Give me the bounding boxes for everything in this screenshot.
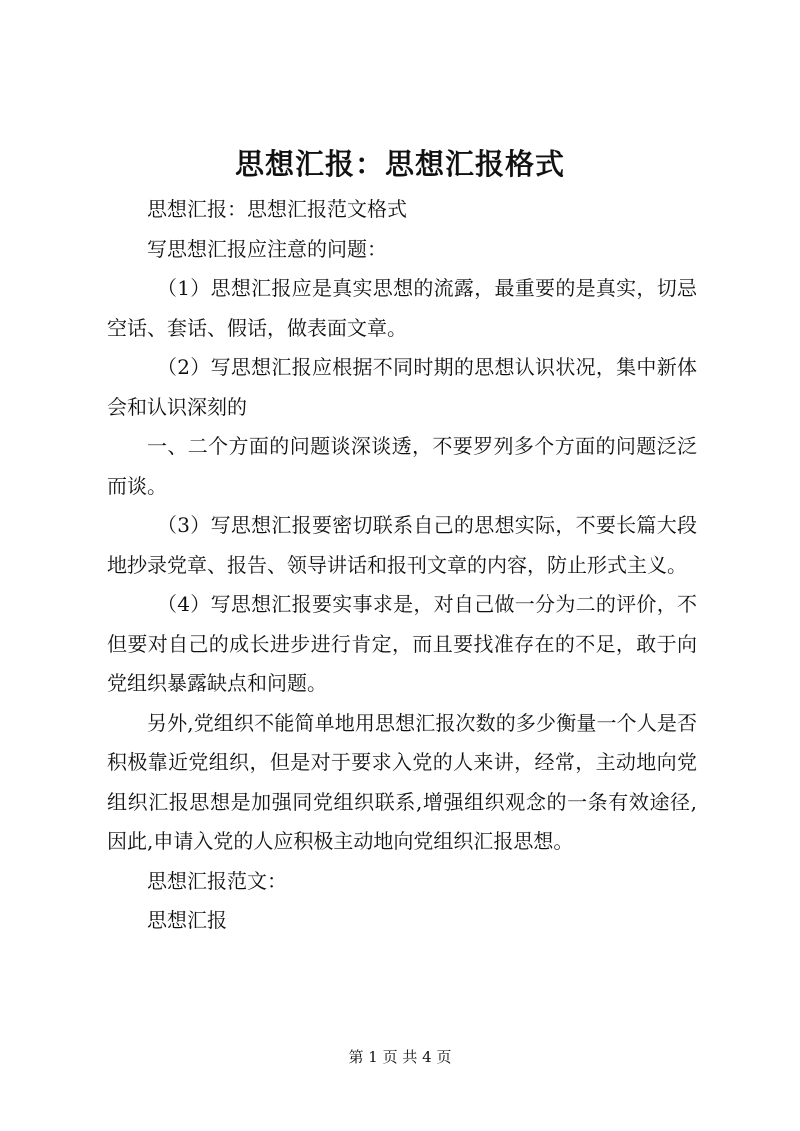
paragraph-heading: 写思想汇报应注意的问题： [147, 236, 387, 261]
paragraph-sample-title: 思想汇报 [147, 908, 227, 932]
paragraph-item-1: （1）思想汇报应是真实思想的流露，最重要的是真实，切忌空话、套话、假话，做表面文章。 [107, 276, 697, 340]
paragraph-item-2: （2）写思想汇报应根据不同时期的思想认识状况，集中新体会和认识深刻的 [107, 355, 697, 419]
page-footer: 第 1 页 共 4 页 [348, 1048, 452, 1066]
document-title: 思想汇报：思想汇报格式 [234, 147, 565, 181]
document-body [107, 190, 697, 941]
paragraph-additional: 另外,党组织不能简单地用思想汇报次数的多少衡量一个人是否积极靠近党组织，但是对于要求入党的人来讲，经常，主动地向党组织汇报思想是加强同党组织联系,增强组织观念的一条有效途径,因此,申请入党的人应积极主动地向党组织汇报思想。 [107, 710, 697, 853]
paragraph-item-2-continued: 一、二个方面的问题谈深谈透，不要罗列多个方面的问题泛泛而谈。 [107, 434, 697, 498]
paragraph-sample-heading: 思想汇报范文： [147, 868, 287, 893]
paragraph-item-4: （4）写思想汇报要实事求是，对自己做一分为二的评价，不但要对自己的成长进步进行肯定，而且要找准存在的不足，敢于向党组织暴露缺点和问题。 [107, 592, 697, 695]
paragraph-item-3: （3）写思想汇报要密切联系自己的思想实际，不要长篇大段地抄录党章、报告、领导讲话和报刊文章的内容，防止形式主义。 [107, 513, 697, 577]
paragraph-subtitle: 思想汇报：思想汇报范文格式 [147, 197, 407, 221]
